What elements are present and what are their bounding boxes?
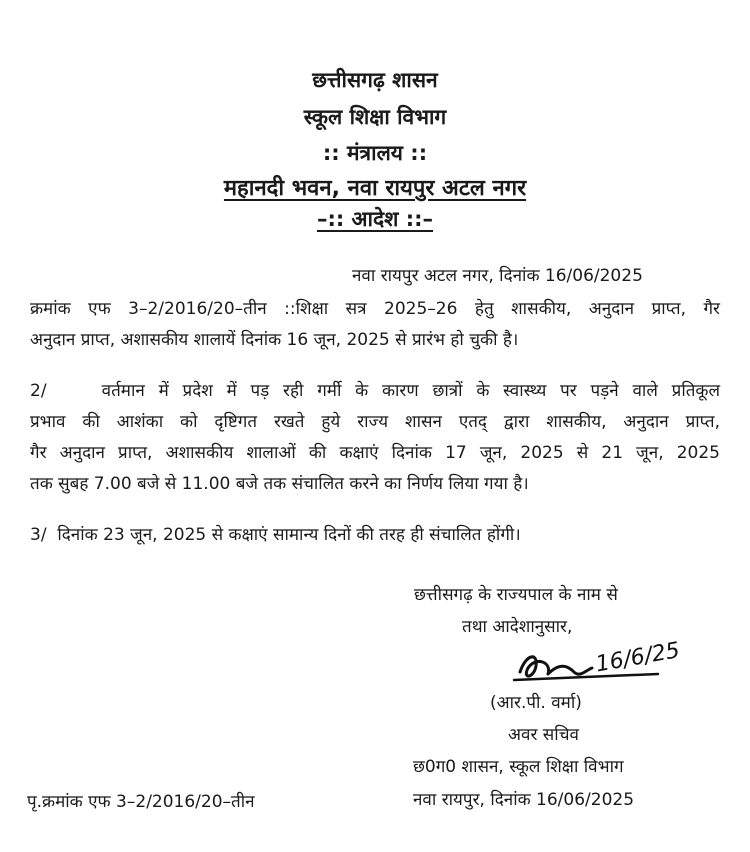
order-heading: –:: आदेश ::– (316, 207, 434, 231)
govt-title: छत्तीसगढ़ शासन (312, 68, 438, 92)
signatory-designation: अवर सचिव (508, 725, 579, 745)
para2-line1: 2/ वर्तमान में प्रदेश में पड़ रही गर्मी के कारण छात्रों के स्वास्थ्य पर पड़ने वाले प्रतिकूल (30, 381, 720, 401)
ministry-title: :: मंत्रालय :: (322, 141, 428, 165)
signature-mark (508, 632, 698, 694)
para1-line2: अनुदान प्राप्त, अशासकीय शालायें दिनांक 16 जून, 2025 से प्रारंभ हो चुकी है। (30, 330, 519, 350)
signatory-name: (आर.पी. वर्मा) (490, 693, 582, 713)
endorsement-number: पृ.क्रमांक एफ 3–2/2016/20–तीन (27, 792, 255, 812)
signatory-place-date: नवा रायपुर, दिनांक 16/06/2025 (413, 790, 635, 810)
date-line: नवा रायपुर अटल नगर, दिनांक 16/06/2025 (352, 266, 643, 286)
para3: 3/ दिनांक 23 जून, 2025 से कक्षाएं सामान्य दिनों की तरह ही संचालित होंगी। (30, 525, 521, 545)
para2-line2: प्रभाव की आशंका को दृष्टिगत रखते हुये राज्य शासन एतद् द्वारा शासकीय, अनुदान प्राप्त, (30, 412, 720, 432)
para2-line4: तक सुबह 7.00 बजे से 11.00 बजे तक संचालित करने का निर्णय लिया गया है। (30, 474, 529, 494)
department-title: स्कूल शिक्षा विभाग (303, 105, 447, 129)
closing-line1: छत्तीसगढ़ के राज्यपाल के नाम से (414, 585, 618, 605)
signature-date: 16/6/25 (593, 638, 682, 678)
closing-line2: तथा आदेशानुसार, (462, 617, 573, 637)
para2-line3: गैर अनुदान प्राप्त, अशासकीय शालाओं की कक्षाएं दिनांक 17 जून, 2025 से 21 जून, 2025 (30, 443, 720, 463)
para1-line1: क्रमांक एफ 3–2/2016/20–तीन ::शिक्षा सत्र 2025–26 हेतु शासकीय, अनुदान प्राप्त, गैर (30, 299, 720, 319)
signatory-department: छ0ग0 शासन, स्कूल शिक्षा विभाग (413, 757, 624, 777)
building-address: महानदी भवन, नवा रायपुर अटल नगर (223, 176, 527, 201)
